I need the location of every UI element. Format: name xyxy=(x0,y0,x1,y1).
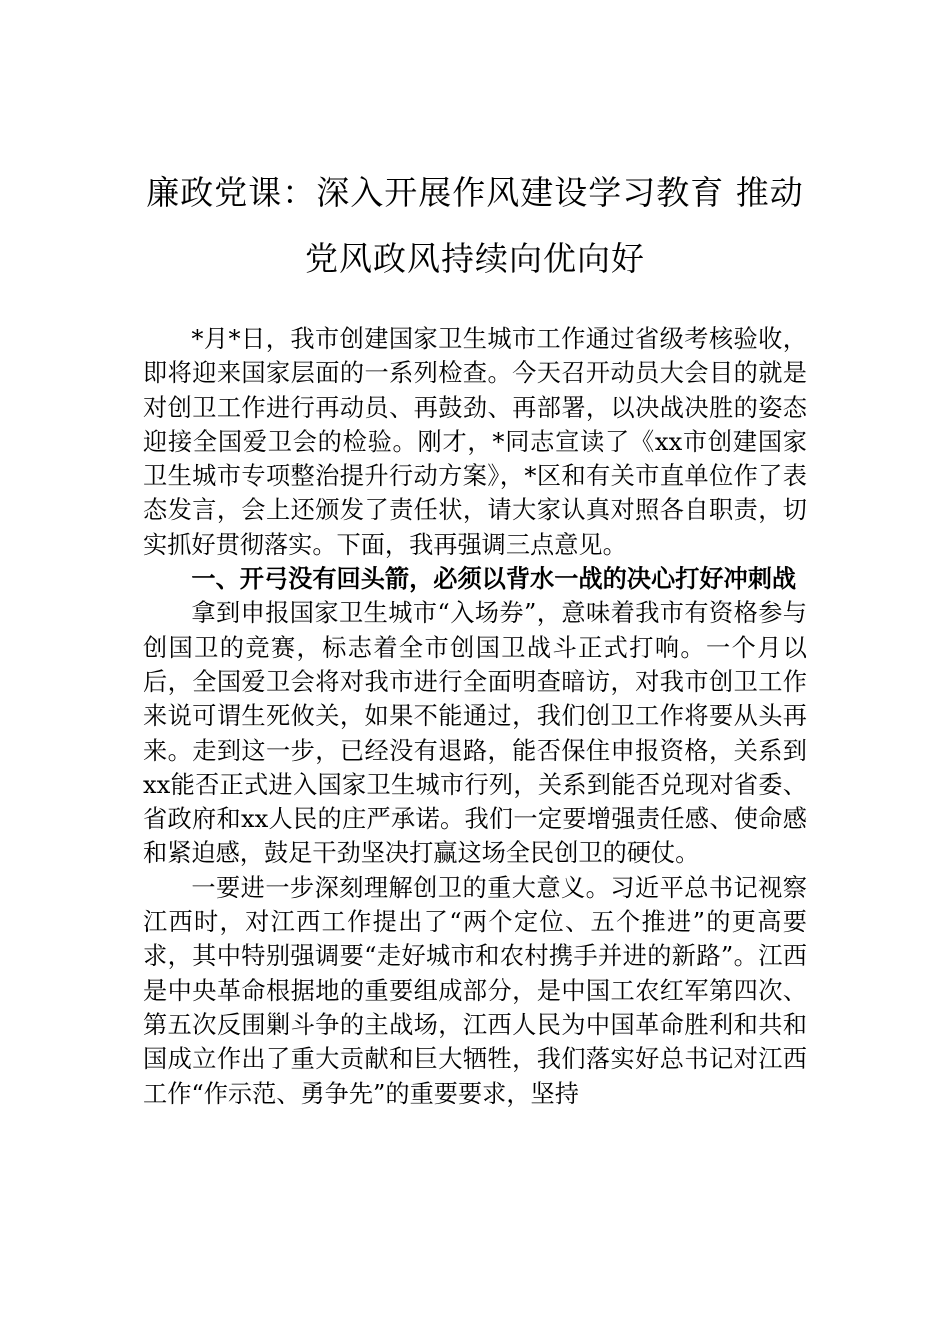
document-body xyxy=(143,322,807,1111)
paragraph: 一要进一步深刻理解创卫的重大意义。习近平总书记视察江西时，对江西工作提出了“两个定位、五个推进”的更高要求，其中特别强调要“走好城市和农村携手并进的新路”。江西是中央革命根据地的重要组成部分，是中国工农红军第四次、第五次反围剿斗争的主战场，江西人民为中国革命胜利和共和国成立作出了重大贡献和巨大牺牲，我们落实好总书记对江西工作“作示范、勇争先”的重要要求，坚持 xyxy=(143,873,807,1108)
document-title: 廉政党课：深入开展作风建设学习教育 推动党风政风持续向优向好 xyxy=(146,173,804,278)
paragraph: *月*日，我市创建国家卫生城市工作通过省级考核验收，即将迎来国家层面的一系列检查。今天召开动员大会目的就是对创卫工作进行再动员、再鼓劲、再部署，以决战决胜的姿态迎接全国爱卫会的检验。刚才，*同志宣读了《xx市创建国家卫生城市专项整治提升行动方案》，*区和有关市直单位作了表态发言，会上还颁发了责任状，请大家认真对照各自职责，切实抓好贯彻落实。下面，我再强调三点意见。 xyxy=(143,325,807,559)
paragraph: 拿到申报国家卫生城市“入场券”，意味着我市有资格参与创国卫的竞赛，标志着全市创国卫战斗正式打响。一个月以后，全国爱卫会将对我市进行全面明查暗访，对我市创卫工作来说可谓生死攸关，如果不能通过，我们创卫工作将要从头再来。走到这一步，已经没有退路，能否保住申报资格，关系到xx能否正式进入国家卫生城市行列，关系到能否兑现对省委、省政府和xx人民的庄严承诺。我们一定要增强责任感、使命感和紧迫感，鼓足干劲坚决打赢这场全民创卫的硬仗。 xyxy=(143,599,807,868)
section-heading: 一、开弓没有回头箭，必须以背水一战的决心打好冲刺战 xyxy=(191,564,797,594)
